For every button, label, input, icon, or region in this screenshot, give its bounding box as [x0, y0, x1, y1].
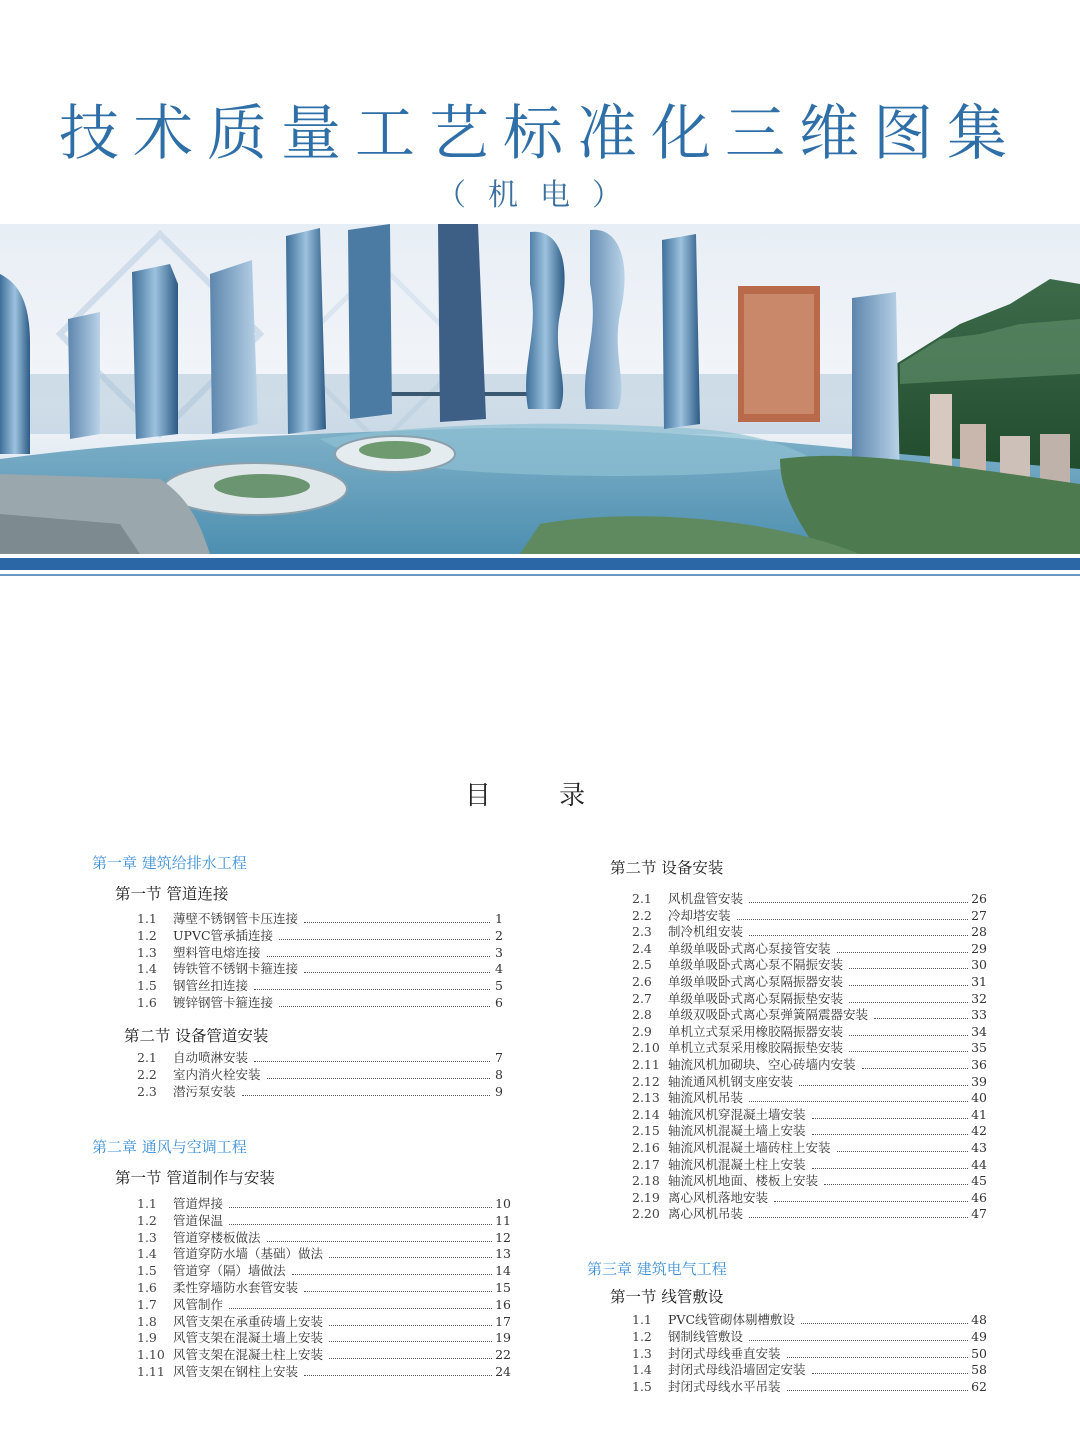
toc-entry[interactable]	[632, 1173, 987, 1189]
toc-entry-number: 1.6	[137, 1280, 157, 1295]
toc-entry-page: 30	[971, 957, 987, 973]
toc-entry-number: 1.7	[137, 1296, 157, 1312]
toc-entry[interactable]	[632, 1190, 987, 1206]
toc-entry-title: 轴流风机混凝土柱上安装	[668, 1156, 806, 1172]
toc-entry-page: 12	[495, 1229, 511, 1245]
toc-entry-number: 1.4	[632, 1362, 652, 1378]
toc-entry-leader-dots	[329, 1341, 492, 1342]
toc-entry-leader-dots	[812, 1118, 969, 1119]
toc-entry-title: UPVC管承插连接	[173, 927, 274, 943]
toc-entry[interactable]	[137, 978, 503, 994]
toc-chapter-1[interactable]: 第一章 建筑给排水工程	[92, 854, 247, 872]
toc-entry[interactable]	[632, 924, 987, 940]
toc-entry-title: 单级单吸卧式离心泵隔振垫安装	[668, 990, 844, 1006]
toc-entry-number: 2.10	[632, 1040, 660, 1056]
divider-blue-band	[0, 558, 1080, 570]
toc-entry-page: 42	[971, 1123, 987, 1139]
toc-entry-leader-dots	[737, 919, 969, 920]
toc-ch1-section-1[interactable]: 第一节 管道连接	[115, 885, 229, 903]
toc-entry-title: 轴流风机加砌块、空心砖墙内安装	[668, 1057, 856, 1072]
toc-entry-number: 1.2	[137, 1212, 157, 1228]
toc-entry-title: 封闭式母线水平吊装	[668, 1379, 781, 1395]
toc-entry[interactable]	[632, 908, 987, 924]
toc-entry-title: 冷却塔安装	[668, 907, 731, 923]
toc-entry-leader-dots	[749, 902, 968, 903]
toc-entry-title: 轴流风机混凝土墙上安装	[668, 1123, 806, 1139]
toc-entry[interactable]	[137, 928, 503, 944]
toc-entry-leader-dots	[229, 1308, 492, 1309]
toc-entry-number: 1.8	[137, 1313, 157, 1329]
toc-entry-leader-dots	[304, 1375, 492, 1376]
toc-entry-number: 2.17	[632, 1156, 660, 1172]
toc-entry-leader-dots	[254, 989, 490, 990]
toc-entry-page: 5	[495, 978, 503, 994]
toc-entry-number: 2.5	[632, 957, 652, 973]
toc-entry-leader-dots	[304, 972, 490, 973]
toc-entry-number: 1.4	[137, 1246, 157, 1262]
toc-entry-title: 离心风机落地安装	[668, 1189, 769, 1205]
toc-entry[interactable]	[632, 1123, 987, 1139]
toc-entry-number: 2.12	[632, 1073, 660, 1089]
toc-entry[interactable]	[137, 961, 503, 977]
toc-entry-number: 2.20	[632, 1206, 660, 1222]
toc-entry[interactable]	[632, 1040, 987, 1056]
toc-entry-number: 1.1	[632, 1312, 652, 1327]
toc-entry-leader-dots	[254, 1061, 490, 1062]
toc-entry-page: 13	[495, 1246, 511, 1262]
toc-entry-title: 风管支架在混凝土墙上安装	[173, 1330, 324, 1346]
toc-entry-page: 11	[495, 1212, 511, 1228]
toc-entry[interactable]	[137, 1347, 511, 1363]
toc-entry-leader-dots	[812, 1134, 969, 1135]
toc-entry-page: 34	[971, 1023, 987, 1039]
toc-entry[interactable]	[632, 891, 987, 907]
toc-entry-page: 44	[971, 1156, 987, 1172]
toc-entry-title: 风机盘管安装	[668, 891, 744, 906]
toc-entry-leader-dots	[292, 1274, 493, 1275]
toc-entry[interactable]	[632, 1140, 987, 1156]
cover-subtitle: （机电）	[436, 178, 644, 213]
toc-entry-leader-dots	[774, 1201, 968, 1202]
toc-entry-number: 2.15	[632, 1123, 660, 1139]
toc-entry-leader-dots	[749, 935, 968, 936]
toc-entry-page: 22	[495, 1347, 511, 1363]
toc-entry[interactable]	[632, 941, 987, 957]
toc-entry-title: 离心风机吊装	[668, 1206, 744, 1222]
toc-entry-title: 钢管丝扣连接	[173, 978, 249, 994]
toc-entry-page: 28	[971, 924, 987, 940]
toc-entry-title: 轴流风机穿混凝土墙安装	[668, 1106, 806, 1122]
toc-entry-number: 2.1	[137, 1050, 157, 1065]
toc-entry[interactable]	[137, 1280, 511, 1296]
toc-entry[interactable]	[632, 1379, 987, 1395]
toc-entry-page: 47	[971, 1206, 987, 1222]
toc-entry-title: 制冷机组安装	[668, 924, 744, 940]
toc-entry-title: 封闭式母线垂直安装	[668, 1345, 781, 1361]
toc-entry-page: 33	[971, 1007, 987, 1023]
toc-entry[interactable]	[632, 1107, 987, 1123]
toc-entry-number: 1.5	[137, 978, 157, 994]
toc-entry-leader-dots	[849, 968, 968, 969]
toc-heading: 目 录	[464, 781, 616, 811]
toc-entry-title: 钢制线管敷设	[668, 1328, 744, 1344]
toc-entry-page: 46	[971, 1189, 987, 1205]
toc-entry-number: 2.9	[632, 1023, 652, 1039]
toc-entry-page: 4	[495, 961, 503, 977]
toc-entry-title: 管道焊接	[173, 1196, 224, 1211]
toc-entry-title: 轴流风机混凝土墙砖柱上安装	[668, 1140, 831, 1155]
toc-entry-number: 2.2	[137, 1066, 157, 1082]
toc-entry[interactable]	[137, 1084, 503, 1100]
toc-entry-title: 自动喷淋安装	[173, 1050, 249, 1065]
toc-entry-page: 16	[495, 1296, 511, 1312]
toc-entry-number: 1.1	[137, 1196, 157, 1211]
toc-ch1-section-2[interactable]: 第二节 设备管道安装	[124, 1027, 269, 1045]
toc-entry-leader-dots	[837, 952, 969, 953]
toc-entry-title: 轴流通风机钢支座安装	[668, 1073, 794, 1089]
toc-entry-leader-dots	[749, 1217, 968, 1218]
toc-entry[interactable]	[137, 1330, 511, 1346]
toc-entry[interactable]	[137, 1263, 511, 1279]
toc-entry-page: 17	[495, 1313, 511, 1329]
toc-entry-leader-dots	[229, 1224, 492, 1225]
toc-entry-page: 36	[971, 1057, 987, 1072]
toc-entry-number: 2.6	[632, 974, 652, 989]
toc-entry-number: 2.19	[632, 1189, 660, 1205]
toc-entry-title: 管道保温	[173, 1212, 224, 1228]
toc-entry-page: 50	[971, 1345, 987, 1361]
toc-entry-leader-dots	[849, 1035, 968, 1036]
toc-entry-number: 1.9	[137, 1330, 157, 1346]
toc-entry[interactable]	[137, 911, 503, 927]
toc-entry-leader-dots	[242, 1095, 490, 1096]
toc-entry-title: 潜污泵安装	[173, 1083, 236, 1099]
toc-entry-number: 1.3	[632, 1345, 652, 1361]
toc-entry-title: 单机立式泵采用橡胶隔振器安装	[668, 1023, 844, 1039]
toc-entry-number: 2.14	[632, 1106, 660, 1122]
toc-entry-leader-dots	[229, 1207, 492, 1208]
toc-entry-number: 1.4	[137, 961, 157, 977]
toc-entry-number: 2.18	[632, 1173, 660, 1189]
toc-entry[interactable]	[632, 1312, 987, 1328]
toc-entry-page: 32	[971, 990, 987, 1006]
toc-entry-leader-dots	[801, 1323, 968, 1324]
toc-entry[interactable]	[632, 1057, 987, 1073]
toc-entry-page: 62	[971, 1379, 987, 1395]
toc-entry-number: 1.5	[137, 1263, 157, 1279]
toc-entry-leader-dots	[837, 1151, 969, 1152]
toc-entry-leader-dots	[279, 939, 490, 940]
toc-entry-page: 40	[971, 1090, 987, 1106]
toc-entry[interactable]	[137, 1297, 511, 1313]
toc-entry-title: 单机立式泵采用橡胶隔振垫安装	[668, 1040, 844, 1056]
toc-entry-number: 2.7	[632, 990, 652, 1006]
toc-entry-title: 室内消火栓安装	[173, 1066, 261, 1082]
toc-entry-number: 1.10	[137, 1347, 165, 1363]
toc-entry-leader-dots	[267, 1078, 490, 1079]
toc-entry-title: 单级单吸卧式离心泵接管安装	[668, 940, 831, 956]
toc-entry-leader-dots	[304, 922, 490, 923]
toc-entry[interactable]	[632, 974, 987, 990]
toc-entry-page: 29	[971, 940, 987, 956]
toc-entry-leader-dots	[849, 985, 968, 986]
toc-entry[interactable]	[137, 1067, 503, 1083]
toc-entry-title: 管道穿楼板做法	[173, 1229, 261, 1245]
toc-entry-number: 1.6	[137, 995, 157, 1010]
toc-entry-number: 2.11	[632, 1057, 660, 1072]
toc-entry-page: 41	[971, 1106, 987, 1122]
toc-entry-page: 10	[495, 1196, 511, 1211]
toc-entry-number: 2.3	[632, 924, 652, 940]
toc-entry[interactable]	[632, 957, 987, 973]
toc-entry-title: 管道穿（隔）墙做法	[173, 1263, 286, 1279]
toc-entry-leader-dots	[749, 1340, 968, 1341]
toc-entry-number: 1.5	[632, 1379, 652, 1395]
toc-entry-page: 15	[495, 1280, 511, 1295]
toc-entry[interactable]	[632, 1090, 987, 1106]
toc-entry-page: 6	[495, 995, 503, 1010]
divider-thin-line	[0, 574, 1080, 576]
toc-ch2-section-2[interactable]: 第二节 设备安装	[610, 859, 724, 877]
toc-entry[interactable]	[137, 1213, 511, 1229]
toc-entry-number: 1.1	[137, 911, 157, 926]
toc-entry-page: 48	[971, 1312, 987, 1327]
toc-entry[interactable]	[137, 995, 503, 1011]
toc-entry-page: 8	[495, 1066, 503, 1082]
toc-entry-leader-dots	[824, 1184, 968, 1185]
toc-ch2-section-1[interactable]: 第一节 管道制作与安装	[115, 1169, 275, 1187]
toc-entry-title: 风管支架在承重砖墙上安装	[173, 1313, 324, 1329]
toc-entry-page: 27	[971, 907, 987, 923]
toc-entry-number: 2.13	[632, 1090, 660, 1106]
toc-entry-title: 风管制作	[173, 1296, 224, 1312]
toc-entry-leader-dots	[749, 1101, 968, 1102]
toc-entry[interactable]	[137, 1364, 511, 1380]
toc-entry[interactable]	[632, 1074, 987, 1090]
toc-entry-leader-dots	[787, 1390, 969, 1391]
toc-entry-number: 2.16	[632, 1140, 660, 1155]
toc-entry[interactable]	[137, 1050, 503, 1066]
cover-title: 技术质量工艺标准化三维图集	[59, 99, 1021, 169]
toc-entry[interactable]	[137, 1196, 511, 1212]
toc-ch3-section-1[interactable]: 第一节 线管敷设	[610, 1288, 724, 1306]
skyline-illustration	[0, 224, 1080, 554]
toc-entry-number: 2.8	[632, 1007, 652, 1023]
toc-entry-title: 柔性穿墙防水套管安装	[173, 1280, 299, 1295]
toc-entry-title: 轴流风机地面、楼板上安装	[668, 1173, 819, 1189]
toc-entry-page: 9	[495, 1083, 503, 1099]
toc-entry-number: 1.2	[632, 1328, 652, 1344]
toc-entry-leader-dots	[862, 1068, 969, 1069]
toc-entry-page: 35	[971, 1040, 987, 1056]
toc-entry-leader-dots	[267, 1241, 493, 1242]
toc-entry-page: 1	[495, 911, 503, 926]
toc-entry-page: 24	[495, 1364, 511, 1379]
toc-entry-page: 39	[971, 1073, 987, 1089]
toc-entry-title: 单级单吸卧式离心泵隔振器安装	[668, 974, 844, 989]
toc-entry-leader-dots	[329, 1358, 492, 1359]
toc-entry[interactable]	[632, 1346, 987, 1362]
toc-entry-page: 19	[495, 1330, 511, 1346]
toc-entry-page: 7	[495, 1050, 503, 1065]
toc-entry-leader-dots	[799, 1085, 968, 1086]
toc-entry-leader-dots	[849, 1051, 968, 1052]
toc-entry-page: 49	[971, 1328, 987, 1344]
toc-entry-leader-dots	[304, 1291, 492, 1292]
toc-entry-title: 单级双吸卧式离心泵弹簧隔震器安装	[668, 1007, 869, 1023]
toc-entry-page: 31	[971, 974, 987, 989]
toc-entry-page: 45	[971, 1173, 987, 1189]
toc-entry-title: 薄壁不锈钢管卡压连接	[173, 911, 299, 926]
toc-entry-title: 风管支架在混凝土柱上安装	[173, 1347, 324, 1363]
toc-entry-leader-dots	[267, 956, 490, 957]
toc-chapter-2[interactable]: 第二章 通风与空调工程	[92, 1138, 247, 1156]
toc-entry-title: 管道穿防水墙（基础）做法	[173, 1246, 324, 1262]
city-skyline-banner	[0, 224, 1080, 554]
toc-entry-title: PVC线管砌体剔槽敷设	[668, 1312, 796, 1327]
toc-entry-leader-dots	[329, 1325, 492, 1326]
toc-entry[interactable]	[632, 1206, 987, 1222]
toc-entry-page: 2	[495, 927, 503, 943]
toc-entry-number: 1.3	[137, 944, 157, 960]
toc-entry[interactable]	[632, 1024, 987, 1040]
toc-entry[interactable]	[137, 1246, 511, 1262]
toc-entry-title: 塑料管电熔连接	[173, 944, 261, 960]
toc-entry-title: 铸铁管不锈钢卡箍连接	[173, 961, 299, 977]
toc-chapter-3[interactable]: 第三章 建筑电气工程	[587, 1260, 727, 1278]
toc-entry-leader-dots	[812, 1373, 969, 1374]
toc-entry-title: 封闭式母线沿墙固定安装	[668, 1362, 806, 1378]
toc-entry-title: 镀锌钢管卡箍连接	[173, 995, 274, 1010]
toc-entry-number: 1.3	[137, 1229, 157, 1245]
toc-entry-page: 58	[971, 1362, 987, 1378]
toc-entry-number: 2.1	[632, 891, 652, 906]
toc-entry-leader-dots	[279, 1006, 490, 1007]
toc-entry-leader-dots	[787, 1357, 969, 1358]
toc-entry-leader-dots	[329, 1257, 492, 1258]
toc-entry-page: 43	[971, 1140, 987, 1155]
toc-entry[interactable]	[632, 1362, 987, 1378]
toc-entry-page: 3	[495, 944, 503, 960]
toc-entry[interactable]	[137, 1314, 511, 1330]
toc-entry[interactable]	[137, 945, 503, 961]
toc-entry-page: 14	[495, 1263, 511, 1279]
toc-entry-number: 1.11	[137, 1364, 165, 1379]
toc-entry[interactable]	[632, 991, 987, 1007]
toc-entry-number: 2.2	[632, 907, 652, 923]
toc-entry-page: 26	[971, 891, 987, 906]
toc-entry[interactable]	[632, 1329, 987, 1345]
toc-entry-number: 2.4	[632, 940, 652, 956]
toc-entry[interactable]	[632, 1007, 987, 1023]
toc-entry-number: 2.3	[137, 1083, 157, 1099]
toc-entry-title: 单级单吸卧式离心泵不隔振安装	[668, 957, 844, 973]
toc-entry-number: 1.2	[137, 927, 157, 943]
toc-entry[interactable]	[632, 1157, 987, 1173]
toc-entry-title: 风管支架在钢柱上安装	[173, 1364, 299, 1379]
toc-entry-title: 轴流风机吊装	[668, 1090, 744, 1106]
toc-entry-leader-dots	[849, 1002, 968, 1003]
toc-entry[interactable]	[137, 1230, 511, 1246]
toc-entry-leader-dots	[812, 1168, 969, 1169]
toc-entry-leader-dots	[874, 1018, 968, 1019]
